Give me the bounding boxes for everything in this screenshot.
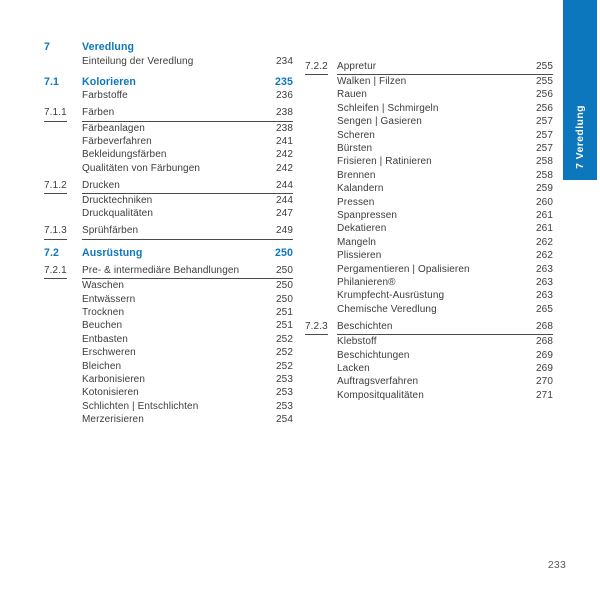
toc-entry-page: 257	[536, 142, 553, 154]
toc-entry-main	[82, 224, 293, 239]
toc-entry[interactable]	[305, 349, 553, 362]
toc-entry[interactable]	[305, 182, 553, 195]
toc-entry-label: Lacken	[337, 362, 370, 374]
toc-entry-page: 263	[536, 263, 553, 275]
toc-entry-page: 258	[536, 169, 553, 181]
toc-entry-main	[82, 148, 293, 161]
toc-entry-number: 7.1.3	[44, 224, 82, 239]
toc-entry[interactable]	[44, 207, 293, 220]
toc-entry-page: 236	[276, 90, 293, 102]
toc-entry-page: 253	[276, 400, 293, 412]
toc-entry-page: 263	[536, 277, 553, 288]
toc-entry[interactable]	[44, 279, 293, 292]
toc-entry-page: 255	[536, 75, 553, 87]
toc-entry-page: 268	[536, 320, 553, 332]
toc-entry-main	[337, 88, 553, 101]
toc-entry-page: 255	[536, 60, 553, 72]
toc-column-right	[305, 56, 553, 402]
toc-entry[interactable]	[44, 293, 293, 306]
toc-entry-label: Kolorieren	[82, 75, 136, 88]
toc-entry[interactable]	[44, 373, 293, 386]
toc-entry-main	[337, 60, 553, 75]
toc-entry-main	[82, 373, 293, 386]
toc-entry-main	[82, 135, 293, 148]
toc-entry-main	[82, 207, 293, 220]
toc-entry-label: Appretur	[337, 60, 377, 72]
toc-entry-main	[337, 115, 553, 128]
toc-entry-number: 7.2.2	[305, 60, 337, 75]
toc-entry-main	[82, 122, 293, 135]
toc-entry-page: 262	[536, 250, 553, 262]
toc-entry-label: Druckqualitäten	[82, 208, 153, 220]
toc-entry-page: 268	[536, 336, 553, 348]
chapter-tab[interactable]	[563, 0, 597, 180]
toc-entry-main	[337, 182, 553, 195]
toc-entry-main	[337, 196, 553, 209]
toc-entry-page: 252	[276, 360, 293, 372]
toc-entry-main	[337, 276, 553, 289]
toc-entry-main	[337, 263, 553, 276]
toc-entry-main	[82, 346, 293, 359]
toc-entry[interactable]	[305, 276, 553, 289]
toc-entry[interactable]	[44, 106, 293, 121]
toc-entry-label: Einteilung der Veredlung	[82, 56, 194, 68]
toc-entry-label: Krumpfecht-Ausrüstung	[337, 290, 445, 302]
toc-entry-main	[82, 400, 293, 413]
toc-entry[interactable]	[305, 115, 553, 128]
toc-entry-label: Mangeln	[337, 236, 377, 248]
toc-entry-label: Pressen	[337, 196, 375, 208]
toc-entry-label: Beschichtungen	[337, 349, 410, 361]
toc-entry-label: Kalandern	[337, 183, 384, 195]
toc-entry-page: 254	[276, 414, 293, 426]
toc-entry-number: 7.1.1	[44, 106, 82, 121]
toc-entry-page: 238	[276, 122, 293, 134]
toc-entry-main	[337, 142, 553, 155]
toc-entry-page: 262	[536, 236, 553, 248]
toc-entry-label: Ausrüstung	[82, 246, 143, 259]
toc-entry-label: Karbonisieren	[82, 373, 146, 385]
toc-entry-main	[337, 375, 553, 388]
toc-entry-label: Bleichen	[82, 360, 122, 372]
toc-entry-number: 7.1	[44, 75, 60, 88]
toc-entry[interactable]	[44, 148, 293, 161]
toc-entry-main	[82, 279, 293, 292]
toc-entry-main	[337, 129, 553, 142]
toc-entry-label: Qualitäten von Färbungen	[82, 162, 201, 174]
toc-entry-page: 269	[536, 362, 553, 374]
toc-entry[interactable]	[305, 129, 553, 142]
toc-entry-main	[82, 55, 293, 68]
toc-entry-main	[82, 319, 293, 332]
toc-entry[interactable]	[305, 263, 553, 276]
toc-entry[interactable]	[305, 142, 553, 155]
toc-entry-main	[337, 102, 553, 115]
toc-entry-page: 235	[275, 75, 293, 88]
toc-entry-page: 270	[536, 376, 553, 388]
toc-entry-main	[337, 289, 553, 302]
toc-entry-main	[82, 106, 293, 121]
toc-entry[interactable]	[44, 413, 293, 426]
toc-entry[interactable]	[44, 41, 293, 54]
toc-entry-main	[82, 333, 293, 346]
toc-entry-page: 252	[276, 333, 293, 345]
toc-entry-label: Entwässern	[82, 293, 136, 305]
toc-entry-label: Rauen	[337, 89, 367, 101]
toc-entry-main	[82, 247, 293, 260]
toc-entry-main	[82, 360, 293, 373]
toc-entry-page: 269	[536, 349, 553, 361]
toc-entry-main	[337, 169, 553, 182]
toc-entry-label: Beschichten	[337, 320, 393, 332]
toc-entry-label: Brennen	[337, 169, 376, 181]
toc-entry[interactable]	[305, 335, 553, 348]
toc-entry-label: Trocknen	[82, 306, 125, 318]
toc-entry-page: 252	[276, 347, 293, 359]
toc-entry[interactable]	[305, 303, 553, 316]
toc-entry[interactable]	[44, 400, 293, 413]
toc-entry-label: Auftragsverfahren	[337, 376, 419, 388]
toc-entry[interactable]	[305, 289, 553, 302]
toc-entry[interactable]	[44, 122, 293, 135]
toc-entry[interactable]	[44, 319, 293, 332]
toc-entry-page: 263	[536, 290, 553, 302]
toc-entry-label: Farbstoffe	[82, 90, 128, 102]
toc-entry-main	[337, 236, 553, 249]
toc-entry[interactable]	[305, 249, 553, 262]
toc-entry-page: 250	[276, 293, 293, 305]
toc-entry-page: 253	[276, 387, 293, 399]
toc-entry-main	[82, 162, 293, 175]
toc-entry-page: 256	[536, 89, 553, 101]
toc-entry-page: 250	[276, 280, 293, 292]
page-number: 233	[547, 559, 566, 571]
toc-entry-label: Merzerisieren	[82, 414, 144, 426]
toc-entry-number: 7.2.1	[44, 264, 82, 279]
toc-entry-main	[337, 362, 553, 375]
toc-entry-label: Beuchen	[82, 320, 123, 332]
toc-entry[interactable]	[305, 102, 553, 115]
toc-entry-label: Plissieren	[337, 250, 382, 262]
toc-entry-label: Bürsten	[337, 142, 373, 154]
toc-entry-label: Waschen	[82, 280, 125, 292]
toc-entry-page: 271	[536, 389, 553, 401]
toc-entry[interactable]	[305, 375, 553, 388]
toc-entry-label: Färben	[82, 107, 115, 119]
toc-entry[interactable]	[305, 196, 553, 209]
toc-entry-main	[82, 194, 293, 207]
toc-entry-main	[82, 386, 293, 399]
toc-entry[interactable]	[305, 88, 553, 101]
toc-entry[interactable]	[44, 386, 293, 399]
toc-entry[interactable]	[44, 135, 293, 148]
toc-entry-main	[337, 222, 553, 235]
toc-entry-label: Kotonisieren	[82, 387, 139, 399]
toc-entry-label: Scheren	[337, 129, 375, 141]
toc-entry-number: 7.2.3	[305, 320, 337, 335]
toc-entry-label: Schleifen | Schmirgeln	[337, 102, 439, 114]
toc-entry-label: Walken | Filzen	[337, 75, 407, 87]
toc-entry-page: 242	[276, 149, 293, 161]
toc-entry[interactable]	[305, 362, 553, 375]
toc-entry-page: 238	[276, 107, 293, 119]
toc-entry-main	[82, 306, 293, 319]
toc-entry[interactable]	[44, 194, 293, 207]
toc-entry-number: 7.1.2	[44, 179, 82, 194]
toc-entry-label: Schlichten | Entschlichten	[82, 400, 199, 412]
toc-entry-page: 256	[536, 102, 553, 114]
toc-entry[interactable]	[305, 222, 553, 235]
toc-entry[interactable]	[44, 306, 293, 319]
toc-entry[interactable]	[305, 60, 553, 75]
toc-entry-page: 250	[276, 264, 293, 276]
toc-entry-main	[337, 389, 553, 402]
toc-entry-page: 258	[536, 156, 553, 168]
toc-entry-page: 234	[276, 56, 293, 68]
toc-entry-page: 250	[275, 246, 293, 259]
toc-entry-page: 251	[276, 320, 293, 332]
toc-entry-label: Philanieren®	[337, 277, 396, 288]
toc-entry[interactable]	[44, 89, 293, 102]
toc-entry-label: Pre- & intermediäre Behandlungen	[82, 264, 240, 276]
toc-entry-page: 241	[276, 135, 293, 147]
toc-entry[interactable]	[305, 169, 553, 182]
toc-entry[interactable]	[305, 320, 553, 335]
toc-entry-page: 242	[276, 162, 293, 174]
toc-entry-page: 257	[536, 129, 553, 141]
toc-entry-page: 253	[276, 373, 293, 385]
toc-entry-label: Pergamentieren | Opalisieren	[337, 263, 470, 275]
toc-entry-label: Entbasten	[82, 333, 128, 345]
toc-entry[interactable]	[44, 247, 293, 260]
toc-entry-main	[337, 155, 553, 168]
toc-entry[interactable]	[44, 333, 293, 346]
toc-entry-main	[82, 41, 293, 54]
toc-entry-label: Chemische Veredlung	[337, 303, 437, 315]
toc-entry-main	[82, 293, 293, 306]
toc-entry-label: Erschweren	[82, 347, 136, 359]
toc-entry-label: Drucken	[82, 179, 120, 191]
toc-entry[interactable]	[44, 346, 293, 359]
toc-entry-label: Kompositqualitäten	[337, 389, 424, 401]
toc-entry-number: 7.2	[44, 246, 60, 259]
toc-entry-main	[82, 413, 293, 426]
toc-entry-page: 249	[276, 225, 293, 237]
toc-entry-label: Bekleidungsfärben	[82, 149, 167, 161]
toc-entry[interactable]	[44, 224, 293, 239]
toc-entry[interactable]	[44, 76, 293, 89]
toc-entry[interactable]	[305, 75, 553, 88]
toc-entry-page: 259	[536, 183, 553, 195]
toc-entry-page: 251	[276, 306, 293, 318]
toc-entry[interactable]	[44, 179, 293, 194]
toc-entry-label: Färbeanlagen	[82, 122, 145, 134]
toc-entry-main	[82, 264, 293, 279]
toc-entry[interactable]	[305, 389, 553, 402]
toc-entry-page: 260	[536, 196, 553, 208]
toc-entry-main	[337, 303, 553, 316]
toc-entry[interactable]	[44, 264, 293, 279]
toc-entry-number: 7	[44, 41, 50, 53]
toc-entry-label: Veredlung	[82, 41, 135, 53]
toc-entry-main	[337, 349, 553, 362]
toc-entry[interactable]	[44, 55, 293, 68]
toc-entry-label: Färbeverfahren	[82, 135, 152, 147]
toc-entry-label: Spanpressen	[337, 209, 398, 221]
toc-entry-page: 261	[536, 223, 553, 235]
toc-entry[interactable]	[44, 162, 293, 175]
toc-entry-label: Dekatieren	[337, 223, 387, 235]
toc-entry-label: Sengen | Gasieren	[337, 116, 422, 128]
chapter-tab-label: 7 Veredlung	[574, 105, 586, 169]
toc-entry-main	[337, 335, 553, 348]
toc-entry-page: 265	[536, 303, 553, 315]
toc-entry[interactable]	[305, 209, 553, 222]
toc-entry-main	[82, 179, 293, 194]
toc-entry[interactable]	[305, 236, 553, 249]
toc-entry-label: Klebstoff	[337, 336, 377, 348]
toc-entry-main	[82, 76, 293, 89]
toc-entry-main	[337, 320, 553, 335]
toc-entry-main	[337, 209, 553, 222]
toc-entry-page: 247	[276, 208, 293, 220]
toc-entry-page: 244	[276, 195, 293, 207]
toc-entry-page: 244	[276, 179, 293, 191]
toc-entry[interactable]	[305, 155, 553, 168]
toc-entry-main	[337, 75, 553, 88]
toc-entry[interactable]	[44, 360, 293, 373]
toc-entry-label: Sprühfärben	[82, 225, 139, 237]
toc-column-left	[44, 41, 293, 427]
toc-entry-main	[82, 89, 293, 102]
toc-entry-label: Frisieren | Ratinieren	[337, 156, 432, 168]
toc-entry-page: 257	[536, 116, 553, 128]
toc-entry-page: 261	[536, 209, 553, 221]
toc-entry-main	[337, 249, 553, 262]
toc-entry-label: Drucktechniken	[82, 195, 153, 207]
